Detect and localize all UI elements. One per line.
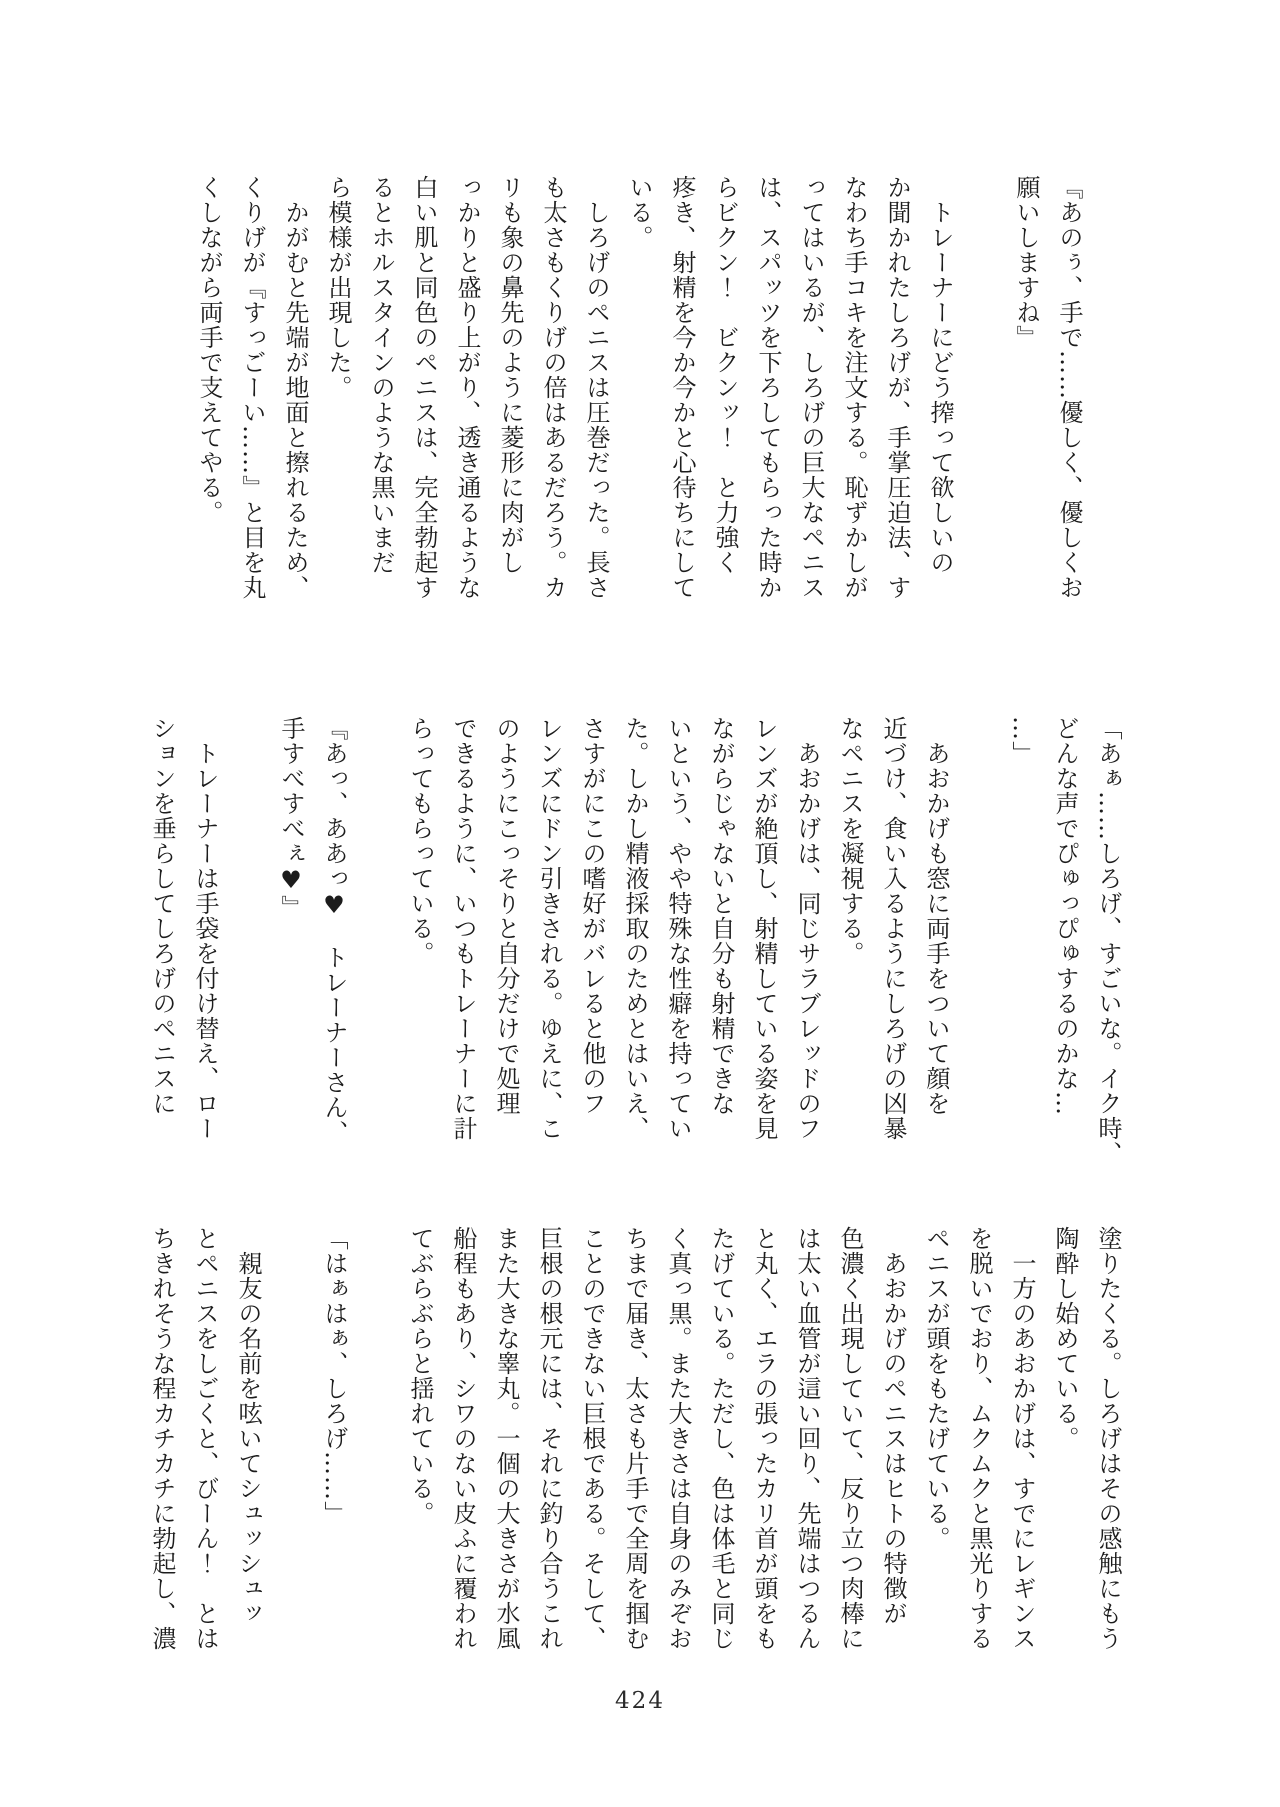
text-column: あおかげは、同じサラブレッドのフ — [793, 716, 821, 1141]
text-column: 塗りたくる。しろげはその感触にもう — [1094, 1226, 1122, 1651]
text-column: らってもらっている。 — [406, 716, 434, 966]
page-number: 424 — [615, 1688, 665, 1714]
text-column: ちきれそうな程カチカチに勃起し、濃 — [148, 1226, 176, 1651]
text-column: …」 — [1008, 716, 1036, 766]
text-column: ら模様が出現した。 — [324, 175, 352, 400]
text-column: 船程もあり、シワのない皮ふに覆われ — [449, 1226, 477, 1651]
text-column: リも象の鼻先のように菱形に肉がし — [496, 175, 524, 575]
text-column: 願いしますね』 — [1012, 175, 1040, 350]
text-column: 陶酔し始めている。 — [1051, 1226, 1079, 1451]
blank-column — [269, 1226, 312, 1638]
text-column: あおかげのペニスはヒトの特徴が — [879, 1226, 907, 1626]
text-column: 疼き、射精を今か今かと心待ちにして — [668, 175, 696, 600]
text-column: は、スパッツを下ろしてもらった時か — [754, 175, 782, 600]
text-column: 『あのぅ、手で……優しく、優しくお — [1055, 175, 1083, 600]
text-column: くりげが『すっごーい……』と目を丸 — [238, 175, 266, 600]
text-column: るとホルスタインのような黒いまだ — [367, 175, 395, 575]
text-column: 「あぁ……しろげ、すごいな。イク時、 — [1094, 716, 1122, 1166]
text-column: か聞かれたしろげが、手掌圧迫法、す — [883, 175, 911, 600]
blank-column — [957, 716, 1000, 1174]
text-column: てぶらぶらと揺れている。 — [406, 1226, 434, 1526]
blank-column — [961, 175, 1004, 623]
text-column: 巨根の根元には、それに釣り合うこれ — [535, 1226, 563, 1651]
text-column: くしながら両手で支えてやる。 — [195, 175, 223, 525]
text-column: できるように、いつもトレーナーに計 — [449, 716, 477, 1141]
text-column: っかりと盛り上がり、透き通るような — [453, 175, 481, 600]
text-column: らビクン！ ビクンッ！ と力強く — [711, 175, 739, 575]
text-column: ながらじゃないと自分も射精できな — [707, 716, 735, 1116]
text-column: どんな声でぴゅっぴゅするのかな… — [1051, 716, 1079, 1116]
text-column: ことのできない巨根である。そして、 — [578, 1226, 606, 1651]
text-column: 白い肌と同色のペニスは、完全勃起す — [410, 175, 438, 600]
text-column: トレーナーにどう搾って欲しいの — [926, 175, 954, 575]
text-column: また大きな睾丸。一個の大きさが水風 — [492, 1226, 520, 1651]
text-column: 手すべすべぇ♥』 — [277, 716, 305, 920]
text-column: は太い血管が這い回り、先端はつるん — [793, 1226, 821, 1651]
text-column: いる。 — [625, 175, 653, 250]
text-column: さすがにこの嗜好がバレると他のフ — [578, 716, 606, 1116]
text-column: かがむと先端が地面と擦れるため、 — [281, 175, 309, 600]
text-column: レンズにドン引きされる。ゆえに、こ — [535, 716, 563, 1141]
text-column: あおかげも窓に両手をついて顔を — [922, 716, 950, 1116]
text-column: も太さもくりげの倍はあるだろう。カ — [539, 175, 567, 600]
text-column: のようにこっそりと自分だけで処理 — [492, 716, 520, 1116]
text-column: く真っ黒。また大きさは自身のみぞお — [664, 1226, 692, 1651]
text-column: 親友の名前を呟いてシュッシュッ — [234, 1226, 262, 1626]
text-column: いという、やや特殊な性癖を持ってい — [664, 716, 692, 1141]
text-column: 「はぁはぁ、しろげ……」 — [320, 1226, 348, 1526]
text-column: ちまで届き、太さも片手で全周を掴む — [621, 1226, 649, 1651]
text-column: 一方のあおかげは、すでにレギンス — [1008, 1226, 1036, 1651]
text-column: 近づけ、食い入るようにしろげの凶暴 — [879, 716, 907, 1141]
text-column: なペニスを凝視する。 — [836, 716, 864, 966]
text-column: とペニスをしごくと、びーん！ とは — [191, 1226, 219, 1651]
text-tier-bottom — [140, 1226, 1129, 1651]
blank-column — [355, 1226, 398, 1638]
text-column: レンズが絶頂し、射精している姿を見 — [750, 716, 778, 1141]
text-column: を脱いでおり、ムクムクと黒光りする — [965, 1226, 993, 1651]
text-column: なわち手コキを注文する。恥ずかしが — [840, 175, 868, 600]
text-tier-top — [187, 175, 1090, 623]
text-column: たげている。ただし、色は体毛と同じ — [707, 1226, 735, 1651]
text-column: ションを垂らしてしろげのペニスに — [148, 716, 176, 1116]
blank-column — [226, 716, 269, 1174]
text-tier-middle — [140, 716, 1129, 1174]
blank-column — [355, 716, 398, 1174]
text-column: しろげのペニスは圧巻だった。長さ — [582, 175, 610, 600]
text-column: ってはいるが、しろげの巨大なペニス — [797, 175, 825, 600]
text-column: 色濃く出現していて、反り立つ肉棒に — [836, 1226, 864, 1651]
text-column: と丸く、エラの張ったカリ首が頭をも — [750, 1226, 778, 1651]
text-column: ペニスが頭をもたげている。 — [922, 1226, 950, 1551]
text-column: た。しかし精液採取のためとはいえ、 — [621, 716, 649, 1141]
text-column: 『あっ、ああっ♥ トレーナーさん、 — [320, 716, 348, 1145]
text-column: トレーナーは手袋を付け替え、ロー — [191, 716, 219, 1141]
